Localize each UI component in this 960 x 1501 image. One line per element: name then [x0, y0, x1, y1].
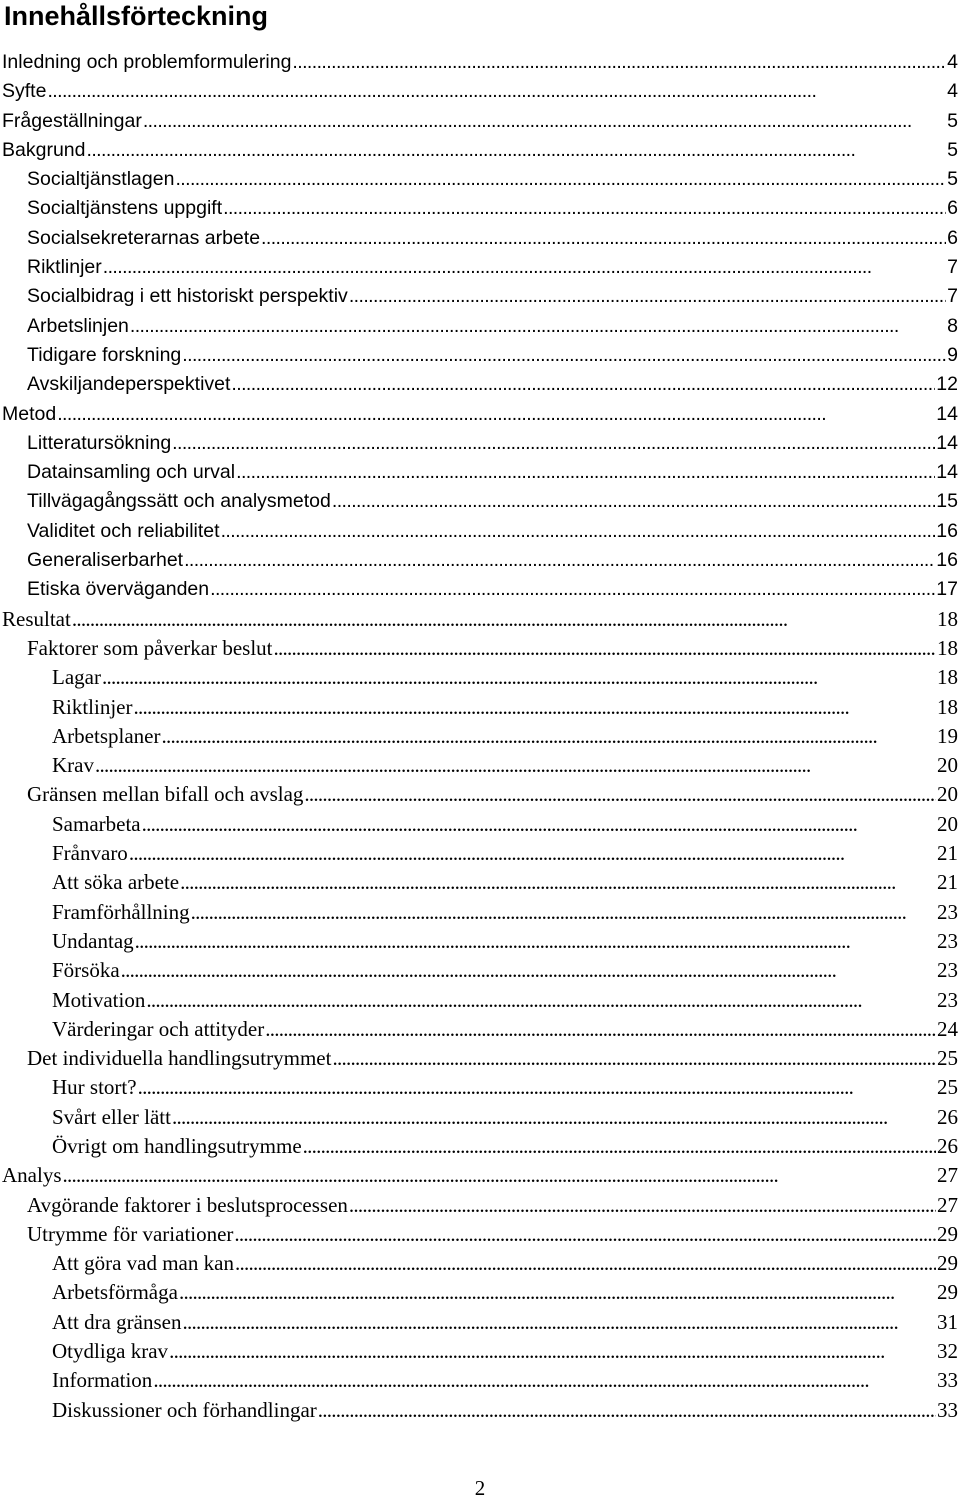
toc-entry-label: Undantag	[52, 928, 134, 953]
toc-entry-page: 26	[937, 1104, 958, 1129]
toc-entry-page: 18	[937, 606, 958, 631]
toc-entry[interactable]	[0, 956, 960, 985]
toc-entry-label: Litteratursökning	[27, 431, 172, 454]
toc-entry-label: Värderingar och attityder	[52, 1016, 265, 1041]
toc-dot-leader	[134, 693, 937, 722]
toc-entry-label: Validitet och reliabilitet	[27, 519, 220, 542]
toc-entry-page: 32	[937, 1339, 958, 1364]
toc-entry[interactable]	[0, 1044, 960, 1073]
toc-entry[interactable]	[0, 48, 960, 77]
toc-dot-leader	[231, 370, 935, 399]
toc-entry-page: 23	[937, 958, 958, 983]
toc-dot-leader	[153, 1366, 936, 1395]
toc-entry-label: Arbetsförmåga	[52, 1280, 178, 1305]
toc-entry-page: 27	[937, 1163, 958, 1188]
toc-entry[interactable]	[0, 1249, 960, 1278]
toc-entry-label: Hur stort?	[52, 1075, 137, 1100]
toc-entry-page: 18	[937, 694, 958, 719]
toc-dot-leader	[72, 605, 936, 634]
toc-entry-page: 17	[936, 578, 958, 601]
toc-entry[interactable]	[0, 1161, 960, 1190]
table-of-contents	[0, 48, 960, 1425]
toc-entry-label: Faktorer som påverkar beslut	[27, 635, 273, 660]
toc-dot-leader	[121, 956, 936, 985]
toc-entry-label: Att söka arbete	[52, 870, 180, 895]
toc-entry-page: 33	[937, 1368, 958, 1393]
toc-dot-leader	[129, 839, 936, 868]
toc-entry-label: Att dra gränsen	[52, 1309, 182, 1334]
toc-entry[interactable]	[0, 751, 960, 780]
toc-entry[interactable]	[0, 77, 960, 106]
toc-entry-page: 15	[936, 490, 958, 513]
toc-dot-leader	[63, 1161, 937, 1190]
toc-entry-label: Inledning och problemformulering	[2, 51, 292, 73]
toc-dot-leader	[236, 458, 935, 487]
toc-entry-label: Information	[52, 1368, 153, 1393]
toc-entry[interactable]	[0, 927, 960, 956]
toc-entry-page: 6	[947, 226, 958, 249]
page-number: 2	[474, 1476, 486, 1500]
toc-entry-page: 14	[936, 431, 958, 454]
toc-entry[interactable]	[0, 1396, 960, 1425]
toc-entry[interactable]	[0, 575, 960, 604]
toc-entry-label: Krav	[52, 753, 94, 778]
toc-dot-leader	[57, 400, 935, 429]
toc-dot-leader	[182, 1308, 936, 1337]
toc-entry[interactable]	[0, 693, 960, 722]
toc-entry[interactable]	[0, 780, 960, 809]
toc-dot-leader	[318, 1396, 936, 1425]
toc-entry[interactable]	[0, 107, 960, 136]
toc-entry-label: Övrigt om handlingsutrymme	[52, 1133, 302, 1158]
toc-dot-leader	[349, 282, 946, 311]
toc-dot-leader	[169, 1337, 936, 1366]
toc-dot-leader	[234, 1220, 936, 1249]
toc-entry-label: Resultat	[2, 606, 71, 631]
toc-entry[interactable]	[0, 282, 960, 311]
toc-entry-page: 5	[947, 168, 958, 191]
toc-dot-leader	[265, 1015, 936, 1044]
toc-entry-page: 31	[937, 1309, 958, 1334]
toc-entry[interactable]	[0, 1073, 960, 1102]
toc-entry-page: 14	[936, 402, 958, 425]
toc-entry-page: 29	[937, 1280, 958, 1305]
toc-entry[interactable]	[0, 165, 960, 194]
toc-entry-page: 23	[937, 928, 958, 953]
toc-dot-leader	[191, 898, 936, 927]
toc-entry[interactable]	[0, 458, 960, 487]
toc-entry[interactable]	[0, 487, 960, 516]
toc-dot-leader	[138, 1073, 936, 1102]
toc-entry[interactable]	[0, 1366, 960, 1395]
toc-entry[interactable]	[0, 986, 960, 1015]
toc-entry-page: 19	[937, 723, 958, 748]
toc-entry-label: Diskussioner och förhandlingar	[52, 1397, 317, 1422]
toc-entry-page: 20	[937, 811, 958, 836]
toc-entry-page: 7	[947, 256, 958, 279]
toc-entry[interactable]	[0, 224, 960, 253]
toc-dot-leader	[172, 1103, 936, 1132]
toc-dot-leader	[143, 107, 946, 136]
toc-dot-leader	[292, 48, 946, 77]
toc-entry-page: 16	[936, 519, 958, 542]
toc-entry[interactable]	[0, 253, 960, 282]
toc-entry[interactable]	[0, 1308, 960, 1337]
toc-entry-page: 29	[937, 1221, 958, 1246]
toc-entry[interactable]	[0, 868, 960, 897]
toc-entry-page: 7	[947, 285, 958, 308]
toc-entry-label: Tillvägagångssätt och analysmetod	[27, 490, 331, 513]
toc-entry-label: Socialtjänstlagen	[27, 168, 175, 191]
toc-entry-label: Syfte	[2, 80, 47, 103]
toc-entry-label: Frågeställningar	[2, 109, 142, 132]
toc-entry[interactable]	[0, 605, 960, 634]
toc-entry-label: Svårt eller lätt	[52, 1104, 171, 1129]
toc-entry-label: Det individuella handlingsutrymmet	[27, 1046, 332, 1071]
toc-entry[interactable]	[0, 312, 960, 341]
toc-entry-label: Avgörande faktorer i beslutsprocessen	[27, 1192, 348, 1217]
toc-dot-leader	[175, 165, 946, 194]
toc-entry[interactable]	[0, 517, 960, 546]
toc-entry-label: Etiska överväganden	[27, 578, 210, 601]
toc-entry-page: 25	[937, 1075, 958, 1100]
toc-entry[interactable]	[0, 370, 960, 399]
toc-dot-leader	[135, 927, 936, 956]
toc-entry-label: Lagar	[52, 665, 101, 690]
toc-entry-page: 29	[937, 1251, 958, 1276]
toc-entry-label: Socialbidrag i ett historiskt perspektiv	[27, 285, 348, 308]
toc-entry-label: Arbetslinjen	[27, 314, 129, 337]
toc-dot-leader	[172, 429, 935, 458]
toc-entry[interactable]	[0, 546, 960, 575]
toc-dot-leader	[47, 77, 946, 106]
toc-dot-leader	[303, 1132, 936, 1161]
toc-entry-page: 27	[937, 1192, 958, 1217]
toc-dot-leader	[223, 194, 946, 223]
toc-entry-label: Gränsen mellan bifall och avslag	[27, 782, 304, 807]
toc-dot-leader	[146, 986, 936, 1015]
toc-dot-leader	[103, 253, 946, 282]
toc-entry-label: Avskiljandeperspektivet	[27, 373, 231, 396]
toc-entry-page: 5	[947, 109, 958, 132]
toc-entry[interactable]	[0, 898, 960, 927]
toc-entry-label: Socialsekreterarnas arbete	[27, 226, 261, 249]
toc-entry-label: Analys	[2, 1163, 62, 1188]
toc-entry-page: 20	[937, 753, 958, 778]
toc-entry-page: 23	[937, 899, 958, 924]
toc-entry-label: Försöka	[52, 958, 120, 983]
toc-entry[interactable]	[0, 1337, 960, 1366]
toc-dot-leader	[332, 487, 935, 516]
toc-entry-label: Datainsamling och urval	[27, 461, 236, 484]
toc-entry[interactable]	[0, 136, 960, 165]
toc-entry-label: Framförhållning	[52, 899, 190, 924]
toc-entry[interactable]	[0, 722, 960, 751]
toc-entry[interactable]	[0, 1191, 960, 1220]
toc-entry[interactable]	[0, 341, 960, 370]
toc-dot-leader	[179, 1278, 936, 1307]
toc-entry-page: 20	[937, 782, 958, 807]
toc-entry-page: 24	[937, 1016, 958, 1041]
toc-entry-label: Socialtjänstens uppgift	[27, 197, 223, 220]
toc-entry-page: 18	[937, 635, 958, 660]
toc-dot-leader	[161, 722, 936, 751]
toc-entry-page: 26	[937, 1133, 958, 1158]
toc-entry-page: 12	[936, 373, 958, 396]
toc-entry[interactable]	[0, 1278, 960, 1307]
toc-entry[interactable]	[0, 194, 960, 223]
toc-dot-leader	[221, 517, 936, 546]
toc-entry[interactable]	[0, 429, 960, 458]
toc-dot-leader	[184, 546, 935, 575]
toc-dot-leader	[142, 810, 936, 839]
toc-entry-page: 23	[937, 987, 958, 1012]
toc-entry-label: Arbetsplaner	[52, 723, 161, 748]
toc-entry-label: Otydliga krav	[52, 1339, 169, 1364]
toc-dot-leader	[130, 312, 946, 341]
toc-entry-label: Samarbeta	[52, 811, 141, 836]
toc-entry-label: Riktlinjer	[52, 694, 133, 719]
toc-entry-page: 16	[936, 549, 958, 572]
page-title: Innehållsförteckning	[4, 1, 269, 31]
toc-dot-leader	[102, 663, 936, 692]
toc-entry[interactable]	[0, 663, 960, 692]
toc-dot-leader	[180, 868, 936, 897]
toc-dot-leader	[182, 341, 946, 370]
toc-entry-label: Tidigare forskning	[27, 343, 182, 366]
toc-entry-label: Riktlinjer	[27, 256, 102, 279]
toc-dot-leader	[274, 634, 936, 663]
toc-entry-page: 25	[937, 1046, 958, 1071]
toc-entry[interactable]	[0, 1103, 960, 1132]
toc-entry-page: 18	[937, 665, 958, 690]
toc-entry[interactable]	[0, 1220, 960, 1249]
toc-entry-page: 8	[947, 314, 958, 337]
toc-entry[interactable]	[0, 1015, 960, 1044]
toc-entry[interactable]	[0, 839, 960, 868]
toc-entry-label: Generaliserbarhet	[27, 549, 184, 572]
toc-dot-leader	[304, 780, 936, 809]
toc-dot-leader	[349, 1191, 936, 1220]
toc-dot-leader	[86, 136, 946, 165]
toc-entry[interactable]	[0, 810, 960, 839]
toc-entry-label: Frånvaro	[52, 841, 128, 866]
toc-entry-label: Att göra vad man kan	[52, 1251, 234, 1276]
toc-entry-page: 4	[947, 80, 958, 103]
toc-dot-leader	[332, 1044, 936, 1073]
toc-entry-page: 9	[947, 343, 958, 366]
toc-entry[interactable]	[0, 634, 960, 663]
toc-entry-page: 21	[937, 841, 958, 866]
toc-entry-page: 21	[937, 870, 958, 895]
toc-entry[interactable]	[0, 1132, 960, 1161]
toc-entry-label: Motivation	[52, 987, 146, 1012]
toc-entry-page: 33	[937, 1397, 958, 1422]
toc-entry-page: 4	[947, 51, 958, 73]
toc-entry-label: Bakgrund	[2, 138, 86, 161]
toc-entry[interactable]	[0, 400, 960, 429]
toc-entry-page: 5	[947, 138, 958, 161]
toc-entry-label: Utrymme för variationer	[27, 1221, 234, 1246]
toc-entry-page: 14	[936, 461, 958, 484]
toc-dot-leader	[95, 751, 936, 780]
toc-dot-leader	[261, 224, 946, 253]
toc-dot-leader	[210, 575, 935, 604]
toc-entry-label: Metod	[2, 402, 57, 425]
toc-entry-page: 6	[947, 197, 958, 220]
toc-dot-leader	[235, 1249, 936, 1278]
